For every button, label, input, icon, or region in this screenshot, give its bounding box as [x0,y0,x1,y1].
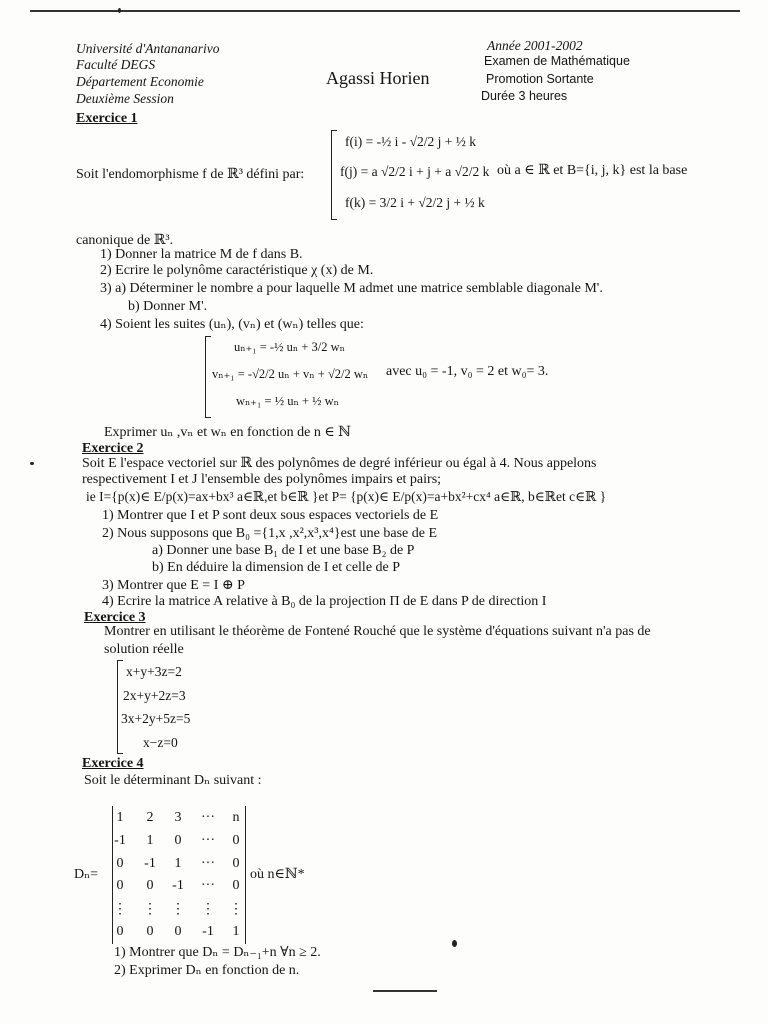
equation-2: 2x+y+2z=3 [123,688,186,703]
exercise-4-item-2: 2) Exprimer Dₙ en fonction de n. [114,963,300,978]
matrix-cell: 0 [146,878,154,893]
matrix-cell: ··· [201,810,215,825]
matrix-cell: 0 [174,924,182,939]
matrix-cell: ··· [201,878,215,893]
exam-line: Examen de Mathématique [484,54,630,68]
exercise-3-line-1: Montrer en utilisant le théorème de Fontené Rouché que le système d'équations suivant n'a pas de [104,624,651,639]
exercise-1-item-3b: b) Donner M'. [128,299,208,314]
matrix-cell: 1 [232,924,240,939]
matrix-cell: ⋮ [143,902,157,917]
exercise-3-line-2: solution réelle [104,642,184,657]
matrix-cell: ⋮ [113,902,127,917]
equation-1: x+y+3z=2 [126,664,182,679]
system-brace [331,130,337,220]
promotion-line: Promotion Sortante [486,72,594,86]
exercise-1-express: Exprimer uₙ ,vₙ et wₙ en fonction de n ∈ ℕ [104,425,351,440]
duration-line: Durée 3 heures [481,89,568,103]
determinant-domain: où n∈ℕ* [250,867,305,882]
equation-4: x−z=0 [143,735,178,750]
f-k-equation: f(k) = 3/2 i + √2/2 j + ½ k [345,195,485,210]
exercise-1-continuation: canonique de ℝ³. [76,233,174,248]
matrix-cell: ⋮ [171,902,185,917]
matrix-cell: -1 [202,924,214,939]
matrix-cell: 3 [174,810,182,825]
author-name: Agassi Horien [326,68,430,88]
department-line: Département Economie [76,74,204,89]
exercise-4-item-1: 1) Montrer que Dₙ = Dₙ₋₁+n ∀n ≥ 2. [114,945,321,960]
exercise-1-item-3a: 3) a) Déterminer le nombre a pour laquelle M admet une matrice semblable diagonale M'. [100,281,603,296]
matrix-cell: 1 [116,810,124,825]
matrix-cell: 1 [146,833,154,848]
exercise-2-title: Exercice 2 [82,441,144,456]
exercise-2-item-2a: a) Donner une base B₁ de I et une base B₂ de P [152,543,415,558]
recurrence-brace [205,336,211,418]
exercise-1-condition: où a ∈ ℝ et B={i, j, k} est la base [497,163,688,178]
faculty-line: Faculté DEGS [76,57,156,72]
exercise-1-intro: Soit l'endomorphisme f de ℝ³ défini par: [76,167,305,182]
f-j-equation: f(j) = a √2/2 i + j + a √2/2 k [340,164,490,179]
exercise-2-item-3: 3) Montrer que E = I ⊕ P [102,578,245,593]
year-line: Année 2001-2002 [487,38,583,53]
equation-3: 3x+2y+5z=5 [121,711,191,726]
exercise-1-item-2: 2) Ecrire le polynôme caractéristique χ (x) de M. [100,263,374,278]
exercise-4-title: Exercice 4 [82,756,144,771]
matrix-cell: 0 [232,856,240,871]
exercise-3-title: Exercice 3 [84,610,146,625]
session-line: Deuxième Session [76,91,174,106]
matrix-cell: ⋮ [201,902,215,917]
scan-speck [118,8,121,13]
determinant-matrix [112,806,244,944]
exercise-2-line-1: Soit E l'espace vectoriel sur ℝ des polynômes de degré inférieur ou égal à 4. Nous appelons [82,456,597,471]
exercise-2-line-3: ie I={p(x)∈ E/p(x)=ax+bx³ a∈ℝ,et b∈ℝ }et P= {p(x)∈ E/p(x)=a+bx²+cx⁴ a∈ℝ, b∈ℝet c∈ℝ } [86,489,607,504]
exercise-2-item-2: 2) Nous supposons que B₀ ={1,x ,x²,x³,x⁴}est une base de E [102,526,438,541]
matrix-cell: 0 [116,878,124,893]
exercise-2-item-4: 4) Ecrire la matrice A relative à B₀ de la projection Π de E dans P de direction I [102,594,547,609]
matrix-cell: ··· [201,833,215,848]
recurrence-v: vₙ₊₁ = -√2/2 uₙ + vₙ + √2/2 wₙ [212,367,369,381]
linear-system-brace [117,660,123,754]
determinant-label: Dₙ= [74,867,99,882]
initial-values: avec u₀ = -1, v₀ = 2 et w₀= 3. [386,364,549,379]
matrix-cell: ⋮ [229,902,243,917]
scan-speck [452,940,457,947]
matrix-cell: 0 [174,833,182,848]
matrix-cell: 0 [146,924,154,939]
exercise-1-item-4: 4) Soient les suites (uₙ), (vₙ) et (wₙ) telles que: [100,317,364,332]
exercise-2-item-2b: b) En déduire la dimension de I et celle de P [152,560,401,575]
matrix-cell: n [232,810,240,825]
recurrence-u: uₙ₊₁ = -½ uₙ + 3/2 wₙ [234,340,346,354]
exercise-4-intro: Soit le déterminant Dₙ suivant : [84,773,262,788]
matrix-cell: 0 [116,856,124,871]
scan-top-rule [30,10,740,12]
matrix-cell: -1 [144,856,156,871]
matrix-cell: 1 [174,856,182,871]
matrix-cell: 0 [116,924,124,939]
scan-speck [30,462,34,465]
university-line: Université d'Antananarivo [76,41,220,56]
matrix-cell: 2 [146,810,154,825]
matrix-cell: 0 [232,878,240,893]
exercise-1-title: Exercice 1 [76,111,138,126]
matrix-cell: -1 [172,878,184,893]
matrix-cell: ··· [201,856,215,871]
exercise-2-line-2: respectivement I et J l'ensemble des polynômes impairs et pairs; [82,472,442,487]
footer-rule [373,990,437,992]
matrix-cell: 0 [232,833,240,848]
exercise-1-item-1: 1) Donner la matrice M de f dans B. [100,247,303,262]
matrix-cell: -1 [114,833,126,848]
f-i-equation: f(i) = -½ i - √2/2 j + ½ k [345,134,476,149]
exercise-2-item-1: 1) Montrer que I et P sont deux sous espaces vectoriels de E [102,508,439,523]
recurrence-w: wₙ₊₁ = ½ uₙ + ½ wₙ [236,394,340,408]
